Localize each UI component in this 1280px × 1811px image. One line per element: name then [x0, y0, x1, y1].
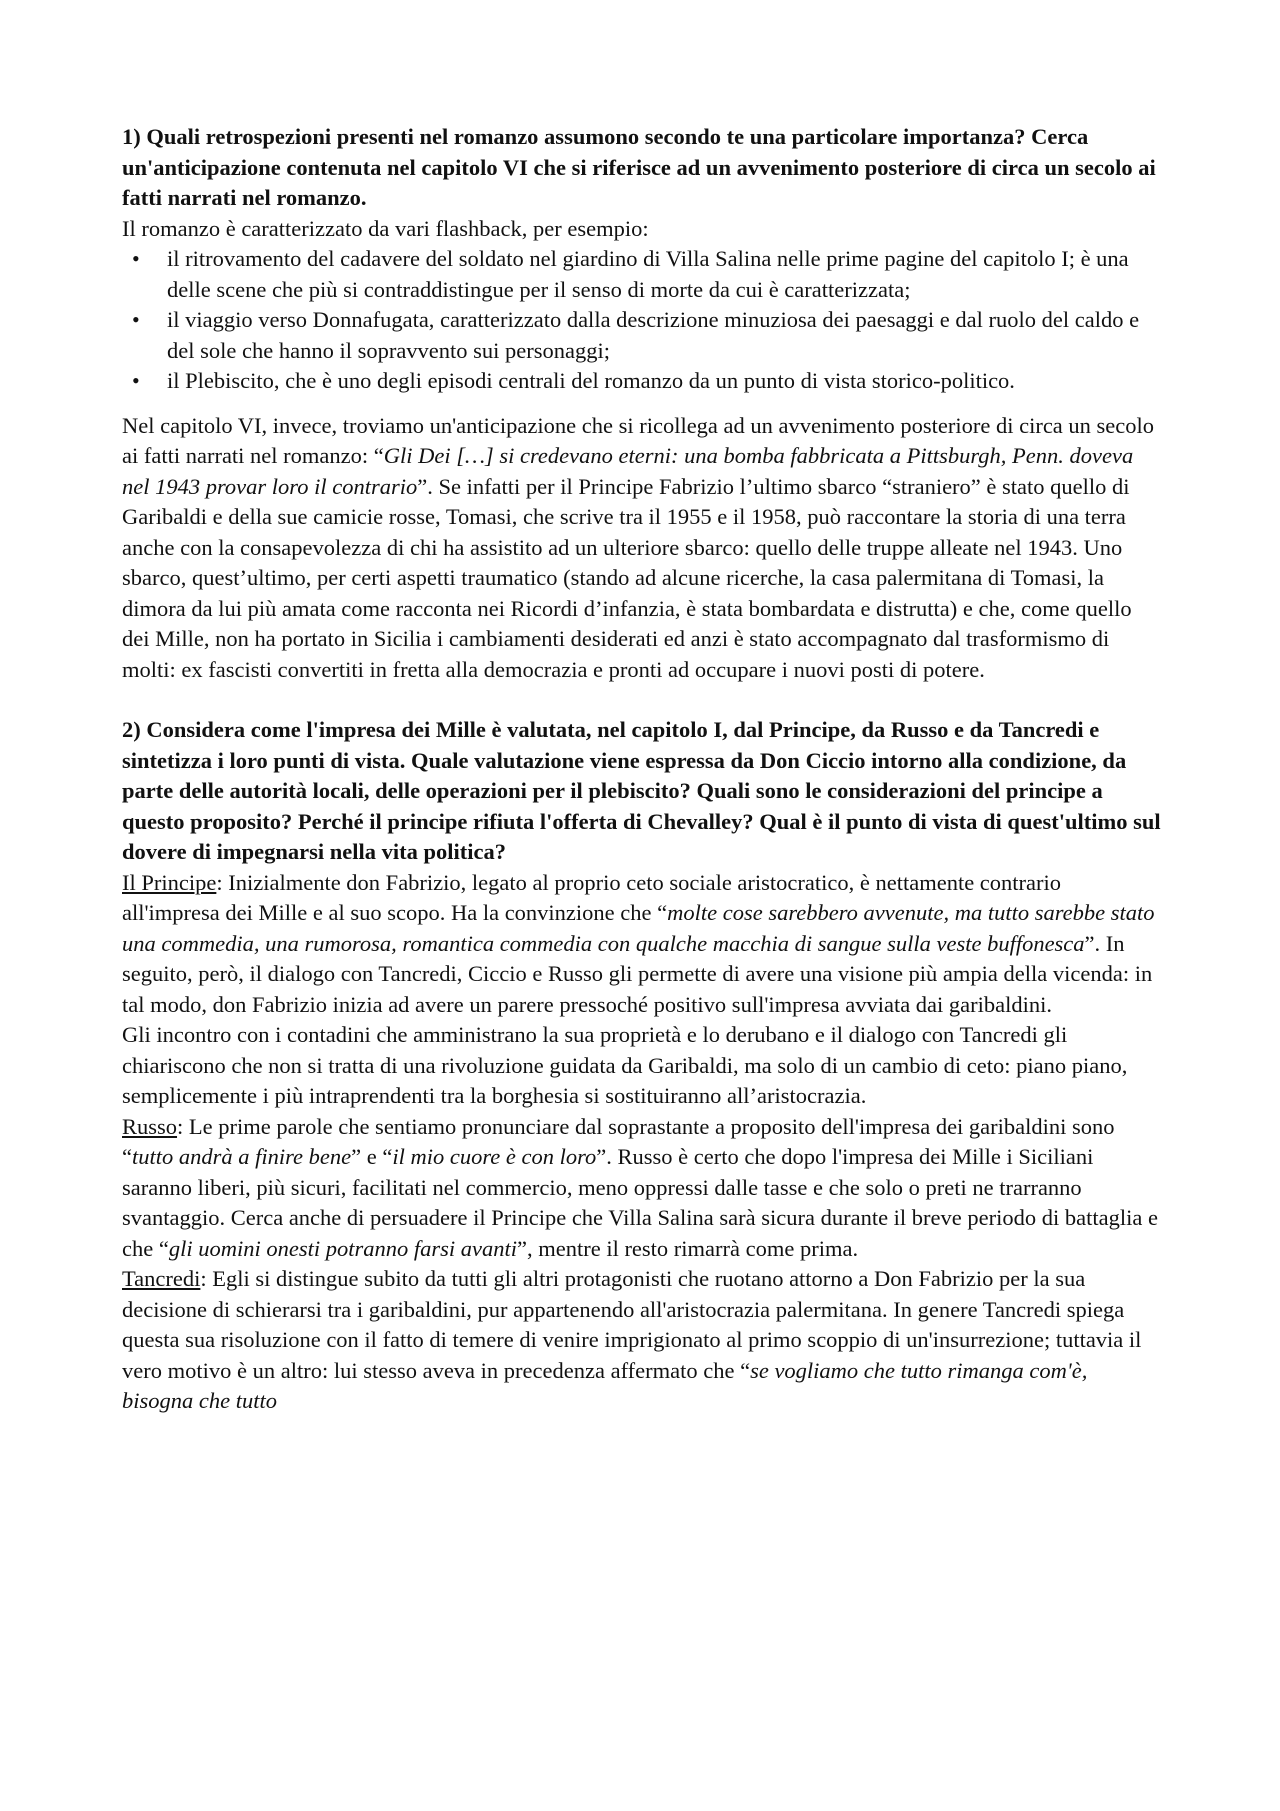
quote: gli uomini onesti potranno farsi avanti	[168, 1235, 517, 1261]
question-2: 2) Considera come l'impresa dei Mille è valutata, nel capitolo I, dal Principe, da Russo e da Tancredi e sintetizza i loro punti di vista. Quale valutazione viene espressa da Don Ciccio intorno alla condizione, da parte delle autorità locali, delle operazioni per il plebiscito? Quali sono le considerazioni del principe a questo proposito? Perché il principe rifiuta l'offerta di Chevalley? Qual è il punto di vista di quest'ultimo sul dovere di impegnarsi nella vita politica?	[122, 717, 1161, 864]
question-1: 1) Quali retrospezioni presenti nel romanzo assumono secondo te una particolare importanza? Cerca un'anticipazione contenuta nel capitolo VI che si riferisce ad un avvenimento posteriore di circa un secolo ai fatti narrati nel romanzo.	[122, 124, 1156, 210]
list-item: • il Plebiscito, che è uno degli episodi centrali del romanzo da un punto di vista storico-politico.	[122, 366, 1162, 397]
list-item: • il ritrovamento del cadavere del soldato nel giardino di Villa Salina nelle prime pagine del capitolo I; è una delle scene che più si contraddistingue per il senso di morte da cui è caratterizzata;	[122, 244, 1162, 305]
quote: tutto andrà a finire bene	[132, 1144, 352, 1169]
flashback-list	[122, 244, 1162, 397]
document-page	[122, 122, 1162, 1417]
quote: se vogliamo che tutto rimanga com'è, bisogna che tutto	[122, 1357, 1088, 1413]
russo-paragraph: Russo: Le prime parole che sentiamo pronunciare dal soprastante a proposito dell'impresa dei garibaldini sono “tutto andrà a finire bene” e “il mio cuore è con loro”. Russo è certo che dopo l'impresa dei Mille i Siciliani saranno liberi, più sicuri, facilitati nel commercio, meno oppressi dalle tasse e che solo o preti ne trarranno svantaggio. Cerca anche di persuadere il Principe che Villa Salina sarà sicura durante il breve periodo di battaglia e che “gli uomini onesti potranno farsi avanti”, mentre il resto rimarrà come prima.	[122, 1113, 1158, 1261]
tancredi-label: Tancredi	[122, 1266, 201, 1291]
quote: il mio cuore è con loro	[392, 1144, 597, 1169]
quote: molte cose sarebbero avvenute, ma tutto sarebbe stato una commedia, una rumorosa, romantica commedia con qualche macchia di sangue sulla veste buffonesca	[122, 900, 1155, 956]
list-item: • il viaggio verso Donnafugata, caratterizzato dalla descrizione minuziosa dei paesaggi e dal ruolo del caldo e del sole che hanno il sopravvento sui personaggi;	[122, 305, 1162, 366]
russo-label: Russo	[122, 1113, 178, 1139]
principe-label: Il Principe	[122, 869, 217, 895]
tancredi-paragraph: Tancredi: Egli si distingue subito da tutti gli altri protagonisti che ruotano attorno a Don Fabrizio per la sua decisione di schierarsi tra i garibaldini, pur appartenendo all'aristocrazia palermitana. In genere Tancredi spiega questa sua risoluzione con il fatto di temere di venire imprigionato al primo scoppio di un'insurrezione; tuttavia il vero motivo è un altro: lui stesso aveva in precedenza affermato che “se vogliamo che tutto rimanga com'è, bisogna che tutto	[122, 1266, 1142, 1413]
quote: Gli Dei […] si credevano eterni: una bomba fabbricata a Pittsburgh, Penn. doveva nel 1943 provar loro il contrario	[122, 443, 1134, 499]
question-1-intro: Il romanzo è caratterizzato da vari flashback, per esempio:	[122, 215, 649, 241]
question-1-answer: Nel capitolo VI, invece, troviamo un'anticipazione che si ricollega ad un avvenimento posteriore di circa un secolo ai fatti narrati nel romanzo: “Gli Dei […] si credevano eterni: una bomba fabbricata a Pittsburgh, Penn. doveva nel 1943 provar loro il contrario”. Se infatti per il Principe Fabrizio l’ultimo sbarco “straniero” è stato quello di Garibaldi e della sue camicie rosse, Tomasi, che scrive tra il 1955 e il 1958, può raccontare la storia di una terra anche con la consapevolezza di chi ha assistito ad un ulteriore sbarco: quello delle truppe alleate nel 1943. Uno sbarco, quest’ultimo, per certi aspetti traumatico (stando ad alcune ricerche, la casa palermitana di Tomasi, la dimora da lui più amata come racconta nei Ricordi d’infanzia, è stata bombardata e distrutta) e che, come quello dei Mille, non ha portato in Sicilia i cambiamenti desiderati ed anzi è stato accompagnato dal trasformismo di molti: ex fascisti convertiti in fretta alla democrazia e pronti ad occupare i nuovi posti di potere.	[122, 412, 1155, 682]
principe-paragraph-2: Gli incontro con i contadini che amministrano la sua proprietà e lo derubano e il dialogo con Tancredi gli chiariscono che non si tratta di una rivoluzione guidata da Garibaldi, ma solo di un cambio di ceto: piano piano, semplicemente i più intraprendenti tra la borghesia si sostituiranno all’aristocrazia.	[122, 1022, 1128, 1108]
principe-paragraph: Il Principe: Inizialmente don Fabrizio, legato al proprio ceto sociale aristocratico, è nettamente contrario all'impresa dei Mille e al suo scopo. Ha la convinzione che “molte cose sarebbero avvenute, ma tutto sarebbe stato una commedia, una rumorosa, romantica commedia con qualche macchia di sangue sulla veste buffonesca”. In seguito, però, il dialogo con Tancredi, Ciccio e Russo gli permette di avere una visione più ampia della vicenda: in tal modo, don Fabrizio inizia ad avere un parere pressoché positivo sull'impresa avviata dai garibaldini.	[122, 869, 1155, 1017]
